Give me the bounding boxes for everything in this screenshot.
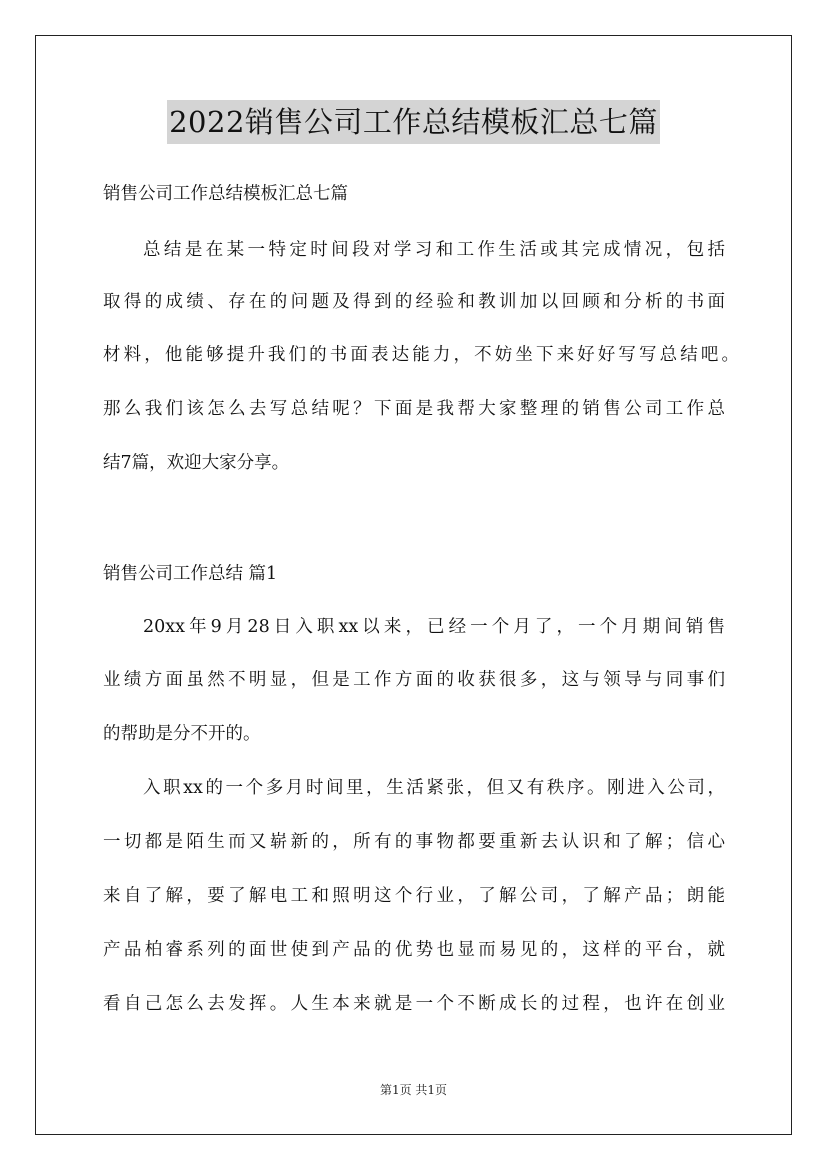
paragraph-line: 产品柏睿系列的面世使到产品的优势也显而易见的，这样的平台，就 [103, 940, 725, 960]
paragraph-line: 一切都是陌生而又崭新的，所有的事物都要重新去认识和了解；信心 [103, 832, 725, 852]
intro-line: 材料，他能够提升我们的书面表达能力，不妨坐下来好好写写总结吧。 [103, 345, 739, 365]
paragraph-line: 业绩方面虽然不明显，但是工作方面的收获很多，这与领导与同事们 [103, 670, 725, 690]
document-title-text: 2022销售公司工作总结模板汇总七篇 [167, 100, 660, 144]
paragraph-line: 来自了解，要了解电工和照明这个行业，了解公司，了解产品；朗能 [103, 886, 725, 906]
intro-line: 总结是在某一特定时间段对学习和工作生活或其完成情况，包括 [143, 240, 725, 260]
document-title [0, 100, 827, 144]
paragraph-line: 看自己怎么去发挥。人生本来就是一个不断成长的过程，也许在创业 [103, 994, 725, 1014]
paragraph-line: 入职xx的一个多月时间里，生活紧张，但又有秩序。刚进入公司， [143, 778, 725, 798]
section-heading: 销售公司工作总结 篇1 [103, 564, 278, 584]
page-footer: 第1页 共1页 [379, 1083, 448, 1097]
intro-line: 那么我们该怎么去写总结呢？下面是我帮大家整理的销售公司工作总 [103, 399, 725, 419]
intro-line: 取得的成绩、存在的问题及得到的经验和教训加以回顾和分析的书面 [103, 292, 725, 312]
paragraph-line: 的帮助是分不开的。 [103, 724, 261, 744]
document-subtitle: 销售公司工作总结模板汇总七篇 [103, 184, 348, 204]
intro-line: 结7篇，欢迎大家分享。 [103, 453, 290, 473]
paragraph-line: 20xx年9月28日入职xx以来，已经一个月了，一个月期间销售 [143, 617, 725, 637]
